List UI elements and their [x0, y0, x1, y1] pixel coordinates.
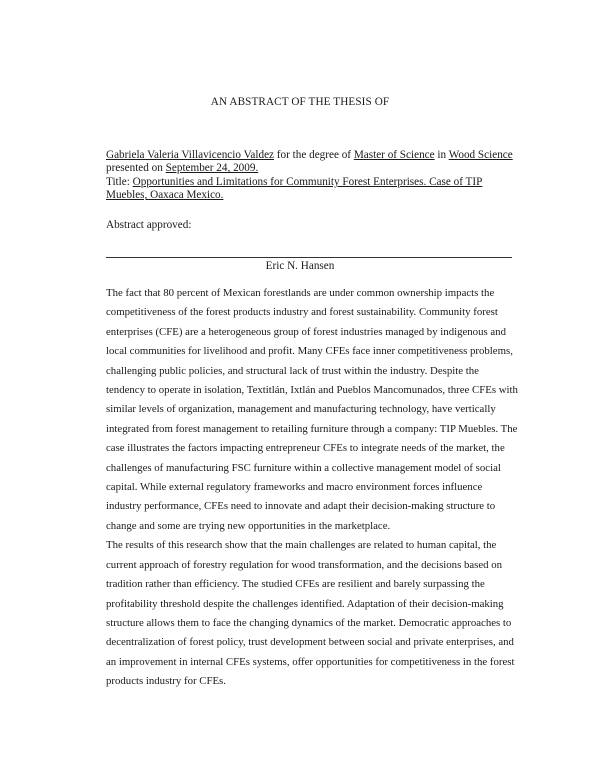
page-heading: AN ABSTRACT OF THE THESIS OF: [210, 96, 390, 108]
abstract-body: [106, 284, 518, 692]
degree-prefix: for the degree of: [274, 149, 354, 161]
degree-name: Master of Science: [353, 149, 435, 161]
in-word: in: [434, 149, 449, 161]
presented-prefix: presented on: [106, 162, 166, 175]
title-prefix: Title:: [106, 175, 133, 188]
thesis-title: Opportunities and Limitations for Community Forest Enterprises. Case of TIP Muebles, Oaxaca Mexico.: [106, 175, 483, 202]
thesis-metadata: [106, 149, 518, 203]
abstract-paragraph-1: The fact that 80 percent of Mexican forestlands are under common ownership impacts the competitiveness of the forest products industry and forest sustainability. Community forest enterprises (CFE) are a heterogeneous group of forest industries managed by indigenous and local communities for livelihood and profit. Many CFEs face inner competitiveness problems, challenging public policies, and structural lack of trust within the industry. Despite the tendency to operate in isolation, Textitlán, Ixtlán and Pueblos Mancomunados, three CFEs with similar levels of organization, management and manufacturing technology, have vertically integrated from forest management to retailing furniture through a company: TIP Muebles. The case illustrates the factors impacting entrepreneur CFEs to integrate needs of the market, the challenges of manufacturing FSC furniture within a collective management model of social capital. While external regulatory frameworks and macro environment forces influence industry performance, CFEs need to innovate and adapt their decision-making structure to change and some are trying new opportunities in the marketplace.: [106, 287, 518, 532]
abstract-paragraph-2: The results of this research show that the main challenges are related to human capital, the current approach of forestry regulation for wood transformation, and the decisions based on tradition rather than efficiency. The studied CFEs are resilient and barely surpassing the profitability threshold despite the challenges identified. Adaptation of their decision-making structure allows them to face the changing dynamics of the market. Democratic approaches to decentralization of forest policy, trust development between social and private enterprises, and an improvement in internal CFEs systems, offer opportunities for competitiveness in the forest products industry for CFEs.: [106, 539, 515, 688]
abstract-approved-label: Abstract approved:: [106, 219, 192, 231]
signature-line: [106, 257, 512, 258]
presentation-date: September 24, 2009.: [165, 162, 259, 175]
major-professor-name: Eric N. Hansen: [265, 260, 335, 272]
field-name: Wood Science: [448, 149, 513, 161]
author-name: Gabriela Valeria Villavicencio Valdez: [106, 149, 274, 161]
